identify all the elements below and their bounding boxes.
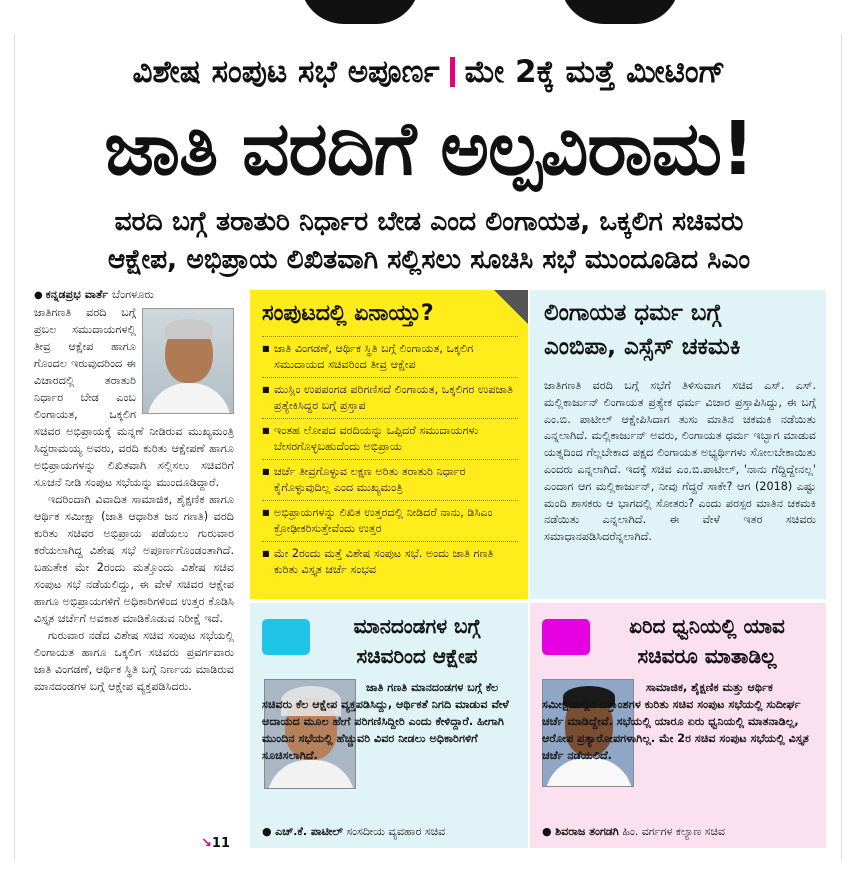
cabinet-summary-list [262, 336, 518, 582]
title-line: ಲಿಂಗಾಯತ ಧರ್ಮ ಬಗ್ಗೆ [544, 300, 722, 326]
criteria-box-title [312, 611, 522, 671]
speech-bubble-icon [542, 619, 590, 655]
masthead-fragment [560, 0, 680, 24]
masthead-strip [0, 0, 855, 32]
bullet-icon: ● [34, 290, 43, 301]
cabinet-summary-box [250, 290, 528, 599]
quote-byline: ● ಶಿವರಾಜ ತಂಗಡಗಿ ಹಿಂ. ವರ್ಗಗಳ ಕಲ್ಯಾಣ ಸಚಿವ [542, 825, 725, 838]
raised-voice-box-text: ಸಾಮಾಜಿಕ, ಶೈಕ್ಷಣಿಕ ಮತ್ತು ಆರ್ಥಿಕ ಸಮೀಕ್ಷೆಯಲ್ಲಿನ ದತ್ತಾಂಶಗಳ ಕುರಿತು ಸಚಿವ ಸಂಪುಟ ಸಭೆಯಲ್ಲಿ ಸುದೀರ್ಘ ಚರ್ಚೆ ಮಾಡಿದ್ದೇವೆ. ಸಭೆಯಲ್ಲಿ ಯಾರೂ ಏರು ಧ್ವನಿಯಲ್ಲಿ ಮಾತನಾಡಿಲ್ಲ, ಆರೋಪ ಪ್ರತ್ಯಾರೋಪಗಳಾಗಿಲ್ಲ. ಮೇ 2ರ ಸಚಿವ ಸಂಪುಟ ಸಭೆಯಲ್ಲಿ ವಿಸ್ತೃತ ಚರ್ಚೆ ನಡೆಯಲಿದೆ. [542, 681, 809, 762]
speech-bubble-icon [262, 619, 310, 655]
arrow-icon: ↘ [201, 836, 212, 851]
raised-voice-box-title [594, 611, 820, 671]
main-story [34, 286, 234, 856]
list-item: ■ ಅಭಿಪ್ರಾಯಗಳನ್ನು ಲಿಖಿತ ಉತ್ತರದಲ್ಲಿ ನೀಡಿದರೆ ನಾನು, ಡಿಸಿಎಂ ಕ್ರೋಢೀಕರಿಸುತ್ತೇವೆಂದು ಉತ್ತರ [262, 500, 518, 541]
lingayat-box-title [544, 296, 820, 364]
list-item: ■ ಜಾತಿ ವಿಂಗಡಣೆ, ಆರ್ಥಿಕ ಸ್ಥಿತಿ ಬಗ್ಗೆ ಲಿಂಗಾಯತ, ಒಕ್ಕಲಿಗ ಸಮುದಾಯದ ಸಚಿವರಿಂದ ತೀವ್ರ ಆಕ್ಷೇಪ [262, 336, 518, 377]
kicker-left: ವಿಶೇಷ ಸಂಪುಟ ಸಭೆ ಅಪೂರ್ಣ [132, 53, 440, 90]
byline-name: ಶಿವರಾಜ ತಂಗಡಗಿ [555, 825, 619, 838]
deck-line-1: ವರದಿ ಬಗ್ಗೆ ತರಾತುರಿ ನಿರ್ಧಾರ ಬೇಡ ಎಂದ ಲಿಂಗಾಯತ, ಒಕ್ಕಲಿಗ ಸಚಿವರು [114, 206, 744, 237]
photo-hair-shape [165, 319, 213, 339]
title-line: ಸಚಿವರೂ ಮಾತಾಡಿಲ್ಲ [637, 644, 777, 668]
kicker-right: ಮೇ 2ಕ್ಕೆ ಮತ್ತೆ ಮೀಟಿಂಗ್ [464, 53, 726, 90]
title-line: ಎಂಬಿಪಾ, ಎಸ್ಸೆಸ್ ಚಕಮಕಿ [544, 334, 741, 360]
cm-photo [142, 308, 234, 414]
title-line: ಸಚಿವರಿಂದ ಆಕ್ಷೇಪ [356, 644, 478, 668]
list-item: ■ ಇಂತಹ ಲೋಪದ ವರದಿಯನ್ನು ಒಪ್ಪಿದರೆ ಸಮುದಾಯಗಳು ಬೇಸರಗೊಳ್ಳಬಹುದೆಂದು ಅಭಿಪ್ರಾಯ [262, 418, 518, 459]
byline [34, 286, 234, 304]
kicker [24, 50, 834, 94]
continued-page-ref[interactable] [201, 835, 230, 852]
quote-byline: ● ಎಚ್.ಕೆ. ಪಾಟೀಲ್ ಸಂಸದೀಯ ವ್ಯವಹಾರ ಸಚಿವ [262, 825, 446, 838]
no-raised-voice-box [530, 603, 826, 848]
byline-source: ಕನ್ನಡಪ್ರಭ ವಾರ್ತೆ [45, 288, 109, 301]
criteria-objection-box [250, 603, 528, 848]
list-item: ■ ಮೇ 2ರಂದು ಮತ್ತೆ ವಿಶೇಷ ಸಂಪುಟ ಸಭೆ. ಅಂದು ಜಾತಿ ಗಣತಿ ಕುರಿತು ವಿಸ್ತೃತ ಚರ್ಚೆ ಸಂಭವ [262, 541, 518, 582]
lingayat-box-text: ಜಾತಿಗಣತಿ ವರದಿ ಬಗ್ಗೆ ಸಭೆಗೆ ತಿಳಿಸುವಾಗ ಸಚಿವ ಎಸ್. ಎಸ್. ಮಲ್ಲಿಕಾರ್ಜುನ್ ಲಿಂಗಾಯತ ಪ್ರತ್ಯೇಕ ಧರ್ಮ ವಿಚಾರ ಪ್ರಸ್ತಾಪಿಸಿದ್ದು, ಈ ಬಗ್ಗೆ ಎಂ.ಬಿ. ಪಾಟೀಲ್ ಆಕ್ಷೇಪಿಸಿದಾಗ ತುಸು ಮಾತಿನ ಚಕಮಕಿ ನಡೆಯಿತು ಎನ್ನಲಾಗಿದೆ. ಮಲ್ಲಿಕಾರ್ಜುನ್ ಅವರು, ಲಿಂಗಾಯತ ಧರ್ಮ ಇಬ್ಭಾಗ ಮಾಡುವ ಯತ್ನದಿಂದ ಗೆಲ್ಲಬೇಕಾದ ಪಕ್ಷದ ಲಿಂಗಾಯತ ಅಭ್ಯರ್ಥಿಗಳು ಸೋಲಬೇಕಾಯಿತು ಎಂದರು ಎನ್ನಲಾಗಿದೆ. ಇದಕ್ಕೆ ಸಚಿವ ಎಂ.ಬಿ.ಪಾಟೀಲ್, 'ನಾನು ಗೆದ್ದಿದ್ದೇನಲ್ಲ' ಎಂದಾಗ ಆಗ ಮಲ್ಲಿಕಾರ್ಜುನ್, ನೀವು ಗೆದ್ದರೆ ಸಾಕೇ? ಆಗ (2018) ಎಷ್ಟು ಮಂದಿ ಶಾಸಕರು ಆ ಭಾಗದಲ್ಲಿ ಸೋತರು? ಎಂದು ಪರಸ್ಪರ ಮಾತಿನ ಚಕಮಕಿ ನಡೆಯಿತು ಎನ್ನಲಾಗಿದೆ. ಈ ವೇಳೆ ಇತರ ಸಚಿವರು ಸಮಾಧಾನಪಡಿಸಿದರೆನ್ನಲಾಗಿದೆ. [544, 379, 816, 544]
kicker-divider [450, 57, 455, 87]
title-line: ಮಾನದಂಡಗಳ ಬಗ್ಗೆ [353, 614, 481, 638]
list-item: ■ ಚರ್ಚೆ ತೀವ್ರಗೊಳ್ಳುವ ಲಕ್ಷಣ ಅರಿತು ತರಾತುರಿ ನಿರ್ಧಾರ ಕೈಗೊಳ್ಳುವುದಿಲ್ಲ ಎಂದ ಮುಖ್ಯಮಂತ್ರಿ [262, 459, 518, 500]
photo-body-shape [267, 760, 355, 789]
page-number: 11 [211, 836, 230, 851]
corner-fold-icon [494, 290, 528, 324]
headline: ಜಾತಿ ವರದಿಗೆ ಅಲ್ಪವಿರಾಮ! [104, 106, 754, 192]
story-paragraph: ಇದರಿಂದಾಗಿ ವಿವಾದಿತ ಸಾಮಾಜಿಕ, ಶೈಕ್ಷಣಿಕ ಹಾಗೂ ಆರ್ಥಿಕ ಸಮೀಕ್ಷಾ (ಜಾತಿ ಆಧಾರಿತ ಜನ ಗಣತಿ) ವರದಿ ಕುರಿತು ಸಚಿವರ ಅಭಿಪ್ರಾಯ ಪಡೆಯಲು ಗುರುವಾರ ಕರೆಯಲಾಗಿದ್ದ ವಿಶೇಷ ಸಭೆ ಅಪೂರ್ಣಗೊಂಡಂತಾಗಿದೆ. ಬಹುತೇಕ ಮೇ 2ರಂದು ಮತ್ತೊಂದು ವಿಶೇಷ ಸಚಿವ ಸಂಪುಟ ಸಭೆ ನಡೆಯಲಿದ್ದು, ಈ ವೇಳೆ ಸಚಿವರ ಆಕ್ಷೇಪ ಹಾಗೂ ಅಭಿಪ್ರಾಯಗಳಿಗೆ ಅಧಿಕಾರಿಗಳಿಂದ ಉತ್ತರ ಕೊಡಿಸಿ ವಿಸ್ತೃತ ಚರ್ಚೆಗೆ ಅವಕಾಶ ಮಾಡಿಕೊಡುವ ನಿರೀಕ್ಷೆ ಇದೆ. [34, 493, 234, 625]
masthead-fragment [300, 0, 420, 24]
byline-city: ಬೆಂಗಳೂರು [112, 288, 154, 301]
story-paragraph: ಜಾತಿಗಣತಿ ವರದಿ ಬಗ್ಗೆ ಪ್ರಬಲ ಸಮುದಾಯಗಳಲ್ಲಿ ತೀವ್ರ ಆಕ್ಷೇಪ ಹಾಗೂ ಗೊಂದಲ ಇರುವುದರಿಂದ ಈ ವಿಚಾರದಲ್ಲಿ ತರಾತುರಿ ನಿರ್ಧಾರ ಬೇಡ ಎಂಬ ಲಿಂಗಾಯತ, ಒಕ್ಕಲಿಗ ಸಚಿವರ ಅಭಿಪ್ರಾಯಕ್ಕೆ ಮನ್ನಣೆ ನೀಡಿರುವ ಮುಖ್ಯಮಂತ್ರಿ ಸಿದ್ದರಾಮಯ್ಯ ಅವರು, ವರದಿ ಕುರಿತು ಆಕ್ಷೇಪಣೆ ಹಾಗೂ ಅಭಿಪ್ರಾಯಗಳನ್ನು ಲಿಖಿತವಾಗಿ ಸಲ್ಲಿಸಲು ಸಚಿವರಿಗೆ ಸೂಚನೆ ನೀಡಿ ಸಂಪುಟ ಸಭೆಯನ್ನು ಮುಂದೂಡಿದ್ದಾರೆ. [34, 306, 234, 489]
photo-body-shape [147, 383, 231, 414]
list-item: ■ ಮುಸ್ಲಿಂ ಉಪಪಂಗಡ ಪರಿಗಣಿಸದೆ ಲಿಂಗಾಯತ, ಒಕ್ಕಲಿಗರ ಉಪಜಾತಿ ಪ್ರತ್ಯೇಕಿಸಿದ್ದರ ಬಗ್ಗೆ ಪ್ರಸ್ತಾಪ [262, 377, 518, 418]
deck [24, 203, 834, 279]
byline-role: ಸಂಸದೀಯ ವ್ಯವಹಾರ ಸಚಿವ [346, 825, 446, 838]
byline-role: ಹಿಂ. ವರ್ಗಗಳ ಕಲ್ಯಾಣ ಸಚಿವ [622, 825, 725, 838]
deck-line-2: ಆಕ್ಷೇಪ, ಅಭಿಪ್ರಾಯ ಲಿಖಿತವಾಗಿ ಸಲ್ಲಿಸಲು ಸೂಚಿಸಿ ಸಭೆ ಮುಂದೂಡಿದ ಸಿಎಂ [107, 244, 751, 275]
byline-name: ಎಚ್.ಕೆ. ಪಾಟೀಲ್ [275, 825, 343, 838]
title-line: ಏರಿದ ಧ್ವನಿಯಲ್ಲಿ ಯಾವ [629, 614, 785, 638]
criteria-box-text: ಜಾತಿ ಗಣತಿ ಮಾನದಂಡಗಳ ಬಗ್ಗೆ ಕೆಲ ಸಚಿವರು ಕೆಲ ಆಕ್ಷೇಪ ವ್ಯಕ್ತಪಡಿಸಿದ್ದು, ಆರ್ಥಿಕತೆ ನಿಗದಿ ಮಾಡುವ ವೇಳೆ ಆದಾಯದ ಮೂಲ ಹೇಗೆ ಪರಿಗಣಿಸಿದ್ದೀರಿ ಎಂದು ಕೇಳಿದ್ದಾರೆ. ಹೀಗಾಗಿ ಮುಂದಿನ ಸಭೆಯಲ್ಲಿ ಹೆಚ್ಚುವರಿ ವಿವರ ನೀಡಲು ಅಧಿಕಾರಿಗಳಿಗೆ ಸೂಚಿಸಲಾಗಿದೆ. [262, 681, 509, 762]
story-paragraph: ಗುರುವಾರ ನಡೆದ ವಿಶೇಷ ಸಚಿವ ಸಂಪುಟ ಸಭೆಯಲ್ಲಿ ಲಿಂಗಾಯತ ಹಾಗೂ ಒಕ್ಕಲಿಗ ಸಚಿವರು ಪ್ರವರ್ಗವಾರು ಜಾತಿ ವಿಂಗಡಣೆ, ಆರ್ಥಿಕ ಸ್ಥಿತಿ ಬಗ್ಗೆ ನಿರ್ಣಯ ಮಾಡಿರುವ ಮಾನದಂಡಗಳ ಬಗ್ಗೆ ಆಕ್ಷೇಪ ವ್ಯಕ್ತಪಡಿಸಿದರು. [34, 629, 234, 693]
lingayat-religion-box [530, 290, 826, 599]
cabinet-summary-title: ಸಂಪುಟದಲ್ಲಿ ಏನಾಯ್ತು? [262, 301, 434, 326]
